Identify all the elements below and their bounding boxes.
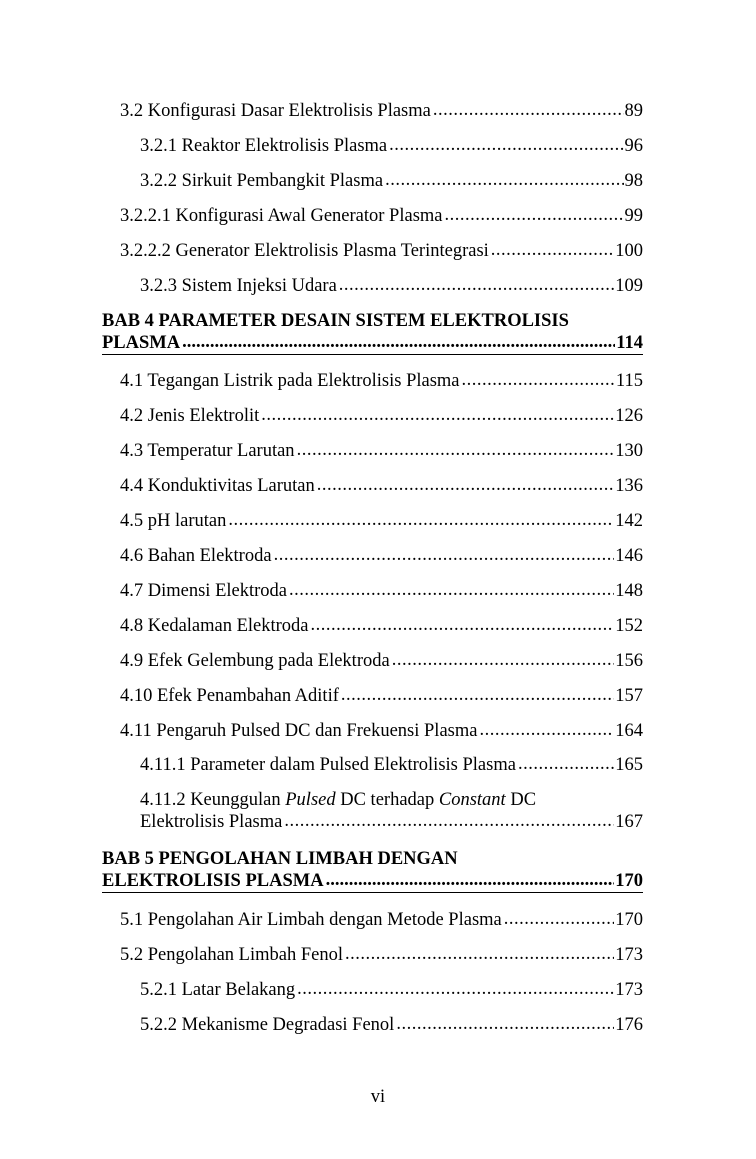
toc-entry-page: 156 bbox=[615, 651, 643, 671]
toc-entry-title: 5.2 Pengolahan Limbah Fenol bbox=[120, 945, 343, 965]
dot-leader bbox=[478, 719, 614, 741]
chapter-title-end: ELEKTROLISIS PLASMA bbox=[102, 871, 324, 891]
toc-entry[interactable] bbox=[120, 650, 643, 672]
toc-entry-title: 4.11 Pengaruh Pulsed DC dan Frekuensi Plasma bbox=[120, 721, 478, 741]
toc-entry-page: 167 bbox=[615, 812, 643, 832]
toc-entry[interactable] bbox=[120, 205, 643, 227]
dot-leader bbox=[517, 753, 614, 775]
dot-leader bbox=[338, 274, 614, 296]
toc-entry-page: 89 bbox=[624, 101, 643, 121]
title-part: 4.11.2 Keunggulan bbox=[140, 790, 286, 810]
chapter-title-line1: BAB 4 PARAMETER DESAIN SISTEM ELEKTROLISIS bbox=[102, 311, 569, 331]
toc-entry-title: 4.2 Jenis Elektrolit bbox=[120, 406, 260, 426]
toc-entry-title: 3.2.1 Reaktor Elektrolisis Plasma bbox=[140, 136, 388, 156]
toc-entry-title: 5.2.1 Latar Belakang bbox=[140, 980, 296, 1000]
toc-entry-page: 96 bbox=[624, 136, 643, 156]
toc-entry-page: 136 bbox=[615, 476, 643, 496]
toc-entry[interactable] bbox=[120, 685, 643, 707]
dot-leader bbox=[388, 134, 623, 156]
toc-entry[interactable] bbox=[140, 789, 643, 833]
toc-entry[interactable] bbox=[120, 720, 643, 742]
dot-leader bbox=[296, 978, 614, 1000]
toc-entry-page: 152 bbox=[615, 616, 643, 636]
page-number: vi bbox=[370, 1087, 386, 1107]
dot-leader bbox=[273, 544, 615, 566]
toc-entry[interactable] bbox=[120, 545, 643, 567]
toc-entry-title: 4.1 Tegangan Listrik pada Elektrolisis Plasma bbox=[120, 371, 460, 391]
dot-leader bbox=[296, 439, 615, 461]
toc-entry[interactable] bbox=[120, 944, 643, 966]
chapter-title-line2 bbox=[102, 870, 643, 893]
toc-entry-page: 109 bbox=[615, 276, 643, 296]
toc-entry-title: 3.2.2.2 Generator Elektrolisis Plasma Terintegrasi bbox=[120, 241, 489, 261]
toc-entry-title: 4.6 Bahan Elektroda bbox=[120, 546, 272, 566]
toc-entry-title: 5.2.2 Mekanisme Degradasi Fenol bbox=[140, 1015, 395, 1035]
toc-entry-page: 100 bbox=[615, 241, 643, 261]
chapter-heading-bab4[interactable] bbox=[102, 310, 643, 355]
toc-entry-page: 115 bbox=[615, 371, 643, 391]
toc-entry-title: 4.7 Dimensi Elektroda bbox=[120, 581, 287, 601]
toc-entry[interactable] bbox=[120, 909, 643, 931]
dot-leader bbox=[395, 1013, 614, 1035]
toc-entry-page: 126 bbox=[615, 406, 643, 426]
dot-leader bbox=[432, 99, 624, 121]
chapter-page: 170 bbox=[615, 871, 643, 891]
toc-entry-title: 4.5 pH larutan bbox=[120, 511, 227, 531]
toc-entry-page: 157 bbox=[615, 686, 643, 706]
toc-entry[interactable] bbox=[140, 275, 643, 297]
toc-entry[interactable] bbox=[120, 405, 643, 427]
toc-entry-page: 170 bbox=[615, 910, 643, 930]
dot-leader bbox=[503, 908, 615, 930]
dot-leader bbox=[384, 169, 623, 191]
toc-entry-title-line1 bbox=[140, 789, 643, 811]
toc-entry-title: 4.10 Efek Penambahan Aditif bbox=[120, 686, 339, 706]
toc-entry[interactable] bbox=[120, 370, 643, 392]
toc-entry-page: 99 bbox=[624, 206, 643, 226]
toc-entry-page: 173 bbox=[615, 980, 643, 1000]
toc-entry[interactable] bbox=[120, 615, 643, 637]
toc-entry-title: 3.2 Konfigurasi Dasar Elektrolisis Plasma bbox=[120, 101, 431, 121]
toc-entry[interactable] bbox=[120, 240, 643, 262]
toc-entry-page: 165 bbox=[615, 755, 643, 775]
dot-leader bbox=[288, 579, 614, 601]
title-italic: Constant bbox=[438, 790, 506, 810]
dot-leader bbox=[461, 369, 615, 391]
title-part: DC bbox=[505, 790, 537, 810]
toc-entry-page: 173 bbox=[615, 945, 643, 965]
toc-entry-page: 130 bbox=[615, 441, 643, 461]
dot-leader bbox=[316, 474, 615, 496]
toc-entry[interactable] bbox=[120, 475, 643, 497]
toc-entry[interactable] bbox=[140, 979, 643, 1001]
chapter-title-line2 bbox=[102, 332, 643, 355]
toc-entry[interactable] bbox=[120, 510, 643, 532]
toc-entry-page: 164 bbox=[615, 721, 643, 741]
toc-entry-title: 5.1 Pengolahan Air Limbah dengan Metode Plasma bbox=[120, 910, 502, 930]
toc-entry[interactable] bbox=[140, 170, 643, 192]
dot-leader bbox=[391, 649, 615, 671]
dot-leader bbox=[325, 869, 615, 891]
title-part: DC terhadap bbox=[335, 790, 439, 810]
toc-entry[interactable] bbox=[140, 754, 643, 776]
toc-entry-title: 4.4 Konduktivitas Larutan bbox=[120, 476, 315, 496]
dot-leader bbox=[283, 810, 614, 832]
dot-leader bbox=[310, 614, 615, 636]
dot-leader bbox=[340, 684, 614, 706]
toc-entry-title: 3.2.2.1 Konfigurasi Awal Generator Plasma bbox=[120, 206, 443, 226]
toc-entry[interactable] bbox=[120, 580, 643, 602]
toc-entry-page: 176 bbox=[615, 1015, 643, 1035]
chapter-title-line1: BAB 5 PENGOLAHAN LIMBAH DENGAN bbox=[102, 849, 458, 869]
toc-entry-page: 142 bbox=[615, 511, 643, 531]
dot-leader bbox=[227, 509, 614, 531]
dot-leader bbox=[444, 204, 624, 226]
toc-entry-title: 4.3 Temperatur Larutan bbox=[120, 441, 295, 461]
toc-entry[interactable] bbox=[120, 100, 643, 122]
chapter-heading-bab5[interactable] bbox=[102, 848, 643, 893]
toc-entry-title: 4.9 Efek Gelembung pada Elektroda bbox=[120, 651, 390, 671]
toc-entry-title: 4.11.1 Parameter dalam Pulsed Elektrolisis Plasma bbox=[140, 755, 516, 775]
toc-entry-page: 148 bbox=[615, 581, 643, 601]
toc-entry[interactable] bbox=[120, 440, 643, 462]
dot-leader bbox=[490, 239, 614, 261]
toc-entry-title: 4.8 Kedalaman Elektroda bbox=[120, 616, 309, 636]
toc-entry-title-line2 bbox=[140, 811, 643, 833]
toc-entry-title: 3.2.2 Sirkuit Pembangkit Plasma bbox=[140, 171, 384, 191]
toc-entry-title: Elektrolisis Plasma bbox=[140, 812, 283, 832]
toc-entry-page: 98 bbox=[624, 171, 643, 191]
dot-leader bbox=[181, 331, 615, 353]
chapter-title-end: PLASMA bbox=[102, 333, 181, 353]
toc-entry-page: 146 bbox=[615, 546, 643, 566]
chapter-page: 114 bbox=[616, 333, 643, 353]
toc-entry[interactable] bbox=[140, 135, 643, 157]
title-italic: Pulsed bbox=[285, 790, 336, 810]
dot-leader bbox=[260, 404, 614, 426]
dot-leader bbox=[344, 943, 614, 965]
toc-entry-title: 3.2.3 Sistem Injeksi Udara bbox=[140, 276, 337, 296]
toc-entry[interactable] bbox=[140, 1014, 643, 1036]
